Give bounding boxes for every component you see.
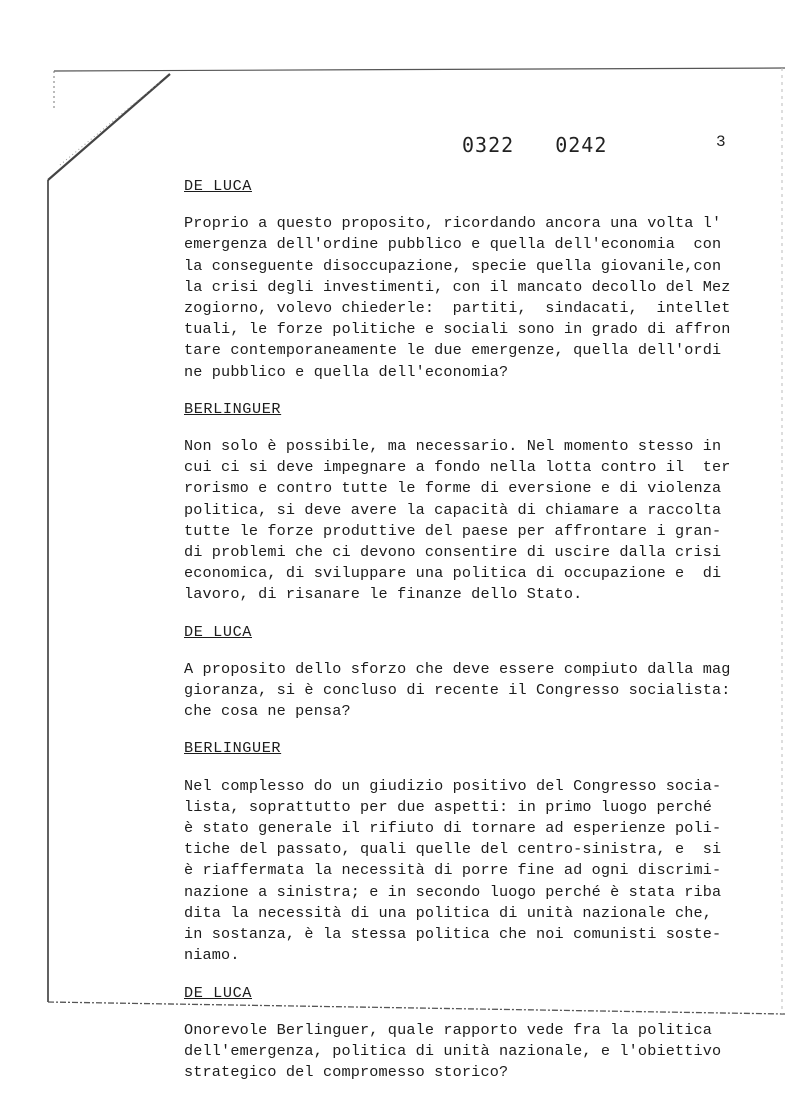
text-line: dita la necessità di una politica di unità nazionale che, <box>184 903 713 922</box>
speaker-label: DE LUCA <box>184 177 252 195</box>
text-line: dell'emergenza, politica di unità nazionale, e l'obiettivo <box>184 1041 722 1060</box>
speaker-label: DE LUCA <box>184 983 252 1002</box>
text-line: che cosa ne pensa? <box>184 702 351 721</box>
text-line: emergenza dell'ordine pubblico e quella dell'economia con <box>184 235 722 254</box>
interview-transcript <box>184 176 732 1099</box>
text-line: niamo. <box>184 946 240 965</box>
speech-paragraph <box>184 1020 732 1084</box>
text-line: tiche del passato, quali quelle del centro-sinistra, e si <box>184 840 722 859</box>
speech-paragraph <box>184 776 732 967</box>
text-line: strategico del compromesso storico? <box>184 1063 509 1082</box>
text-line: A proposito dello sforzo che deve essere compiuto dalla mag <box>184 659 731 678</box>
text-line: lista, soprattutto per due aspetti: in primo luogo perché <box>184 797 713 816</box>
text-line: Non solo è possibile, ma necessario. Nel momento stesso in <box>184 437 722 456</box>
exchange-block <box>184 983 732 1084</box>
text-line: rorismo e contro tutte le forme di eversione e di violenza <box>184 479 722 498</box>
exchange-block <box>184 176 732 383</box>
text-line: cui ci si deve impegnare a fondo nella lotta contro il ter <box>184 458 731 477</box>
exchange-block <box>184 622 732 723</box>
speaker-label: DE LUCA <box>184 622 252 641</box>
text-line: gioranza, si è concluso di recente il Congresso socialista: <box>184 681 731 700</box>
text-line: di problemi che ci devono consentire di uscire dalla crisi <box>184 543 722 562</box>
text-line: zogiorno, volevo chiederle: partiti, sindacati, intellet <box>184 299 731 318</box>
text-line: tuali, le forze politiche e sociali sono in grado di affron <box>184 320 731 339</box>
exchange-block <box>184 738 732 966</box>
text-line: è stato generale il rifiuto di tornare ad esperienze poli- <box>184 819 722 838</box>
text-line: è riaffermata la necessità di porre fine ad ogni discrimi- <box>184 861 722 880</box>
text-line: politica, si deve avere la capacità di chiamare a raccolta <box>184 500 722 519</box>
text-line: tare contemporaneamente le due emergenze, quella dell'ordi <box>184 341 722 360</box>
text-line: la conseguente disoccupazione, specie quella giovanile,con <box>184 256 722 275</box>
text-line: Proprio a questo proposito, ricordando ancora una volta l' <box>184 214 722 233</box>
text-line: ne pubblico e quella dell'economia? <box>184 362 509 381</box>
speech-paragraph <box>184 213 732 383</box>
page-number: 3 <box>716 133 726 151</box>
speaker-label: BERLINGUER <box>184 739 282 758</box>
text-line: nazione a sinistra; e in secondo luogo perché è stata riba <box>184 882 722 901</box>
text-line: lavoro, di risanare le finanze dello Stato. <box>184 585 583 604</box>
speaker-label: BERLINGUER <box>184 399 282 418</box>
text-line: economica, di sviluppare una politica di occupazione e di <box>184 564 722 583</box>
text-line: tutte le forze produttive del paese per affrontare i gran- <box>184 521 722 540</box>
exchange-block <box>184 399 732 606</box>
text-line: Nel complesso do un giudizio positivo del Congresso socia- <box>184 776 722 795</box>
archive-stamp <box>462 133 635 157</box>
stamp-number-left: 0322 <box>462 133 515 157</box>
text-line: Onorevole Berlinguer, quale rapporto vede fra la politica <box>184 1020 713 1039</box>
stamp-number-right: 0242 <box>555 133 608 157</box>
speech-paragraph <box>184 436 732 606</box>
text-line: la crisi degli investimenti, con il mancato decollo del Mez <box>184 277 731 296</box>
text-line: in sostanza, è la stessa politica che noi comunisti soste- <box>184 925 722 944</box>
speech-paragraph <box>184 659 732 723</box>
